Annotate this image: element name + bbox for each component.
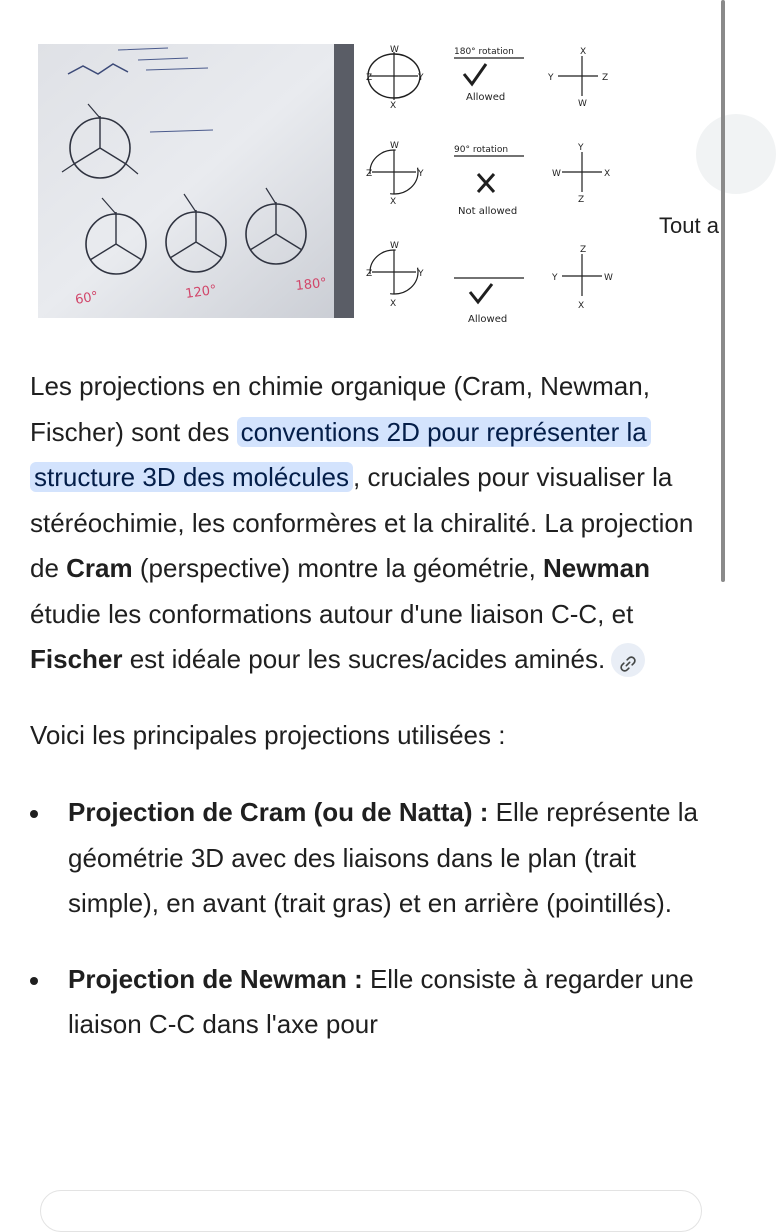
- svg-text:Z: Z: [366, 269, 373, 279]
- svg-text:Y: Y: [418, 73, 424, 83]
- angle-label-120: 120°: [184, 282, 218, 302]
- bullet-icon: [30, 810, 38, 818]
- svg-text:X: X: [390, 299, 397, 309]
- fischer-rules-diagram: [358, 44, 616, 325]
- bullet-text-cram: Elle représente la géométrie 3D avec des liaisons dans le plan (trait simple), en avant (trait gras) et en arrière (pointillés).: [68, 797, 698, 918]
- svg-text:W: W: [578, 99, 587, 109]
- cram-description: (perspective) montre la géométrie,: [132, 553, 544, 583]
- svg-text:W: W: [390, 141, 399, 151]
- svg-text:W: W: [390, 241, 399, 251]
- svg-text:Z: Z: [580, 245, 587, 255]
- svg-text:Y: Y: [548, 73, 554, 83]
- scrollbar[interactable]: [721, 0, 725, 582]
- bullet-text-newman: Elle consiste à regarder une liaison C-C dans l'axe pour: [68, 963, 694, 1039]
- projection-list: [30, 790, 706, 1048]
- link-icon: [618, 654, 638, 674]
- rotation-label-180: 180° rotation: [454, 47, 514, 57]
- svg-text:X: X: [578, 301, 585, 311]
- verdict-allowed-1: Allowed: [466, 92, 506, 103]
- highlighted-definition[interactable]: conventions 2D pour représenter la structure 3D des molécules: [30, 417, 651, 493]
- intro-continuation: , cruciales pour visualiser la stéréochimie, les conformères et la chiralité. La projection de: [30, 462, 694, 583]
- fischer-description: est idéale pour les sucres/acides aminés.: [122, 644, 606, 674]
- bullet-title-cram: Projection de Cram (ou de Natta) :: [68, 797, 489, 827]
- svg-text:Y: Y: [418, 269, 424, 279]
- svg-text:Z: Z: [602, 73, 609, 83]
- ai-answer: [30, 364, 706, 1078]
- fischer-rotation-image[interactable]: [358, 44, 616, 325]
- term-fischer: Fischer: [30, 644, 123, 674]
- source-link-button[interactable]: [611, 643, 645, 677]
- verdict-allowed-2: Allowed: [468, 314, 508, 325]
- more-images-label[interactable]: Tout a: [659, 213, 719, 238]
- newman-whiteboard-image[interactable]: [38, 44, 354, 318]
- term-newman: Newman: [543, 553, 650, 583]
- image-carousel: [0, 0, 732, 340]
- next-card-edge: [40, 1190, 702, 1232]
- bullet-icon: [30, 977, 38, 985]
- svg-text:Z: Z: [366, 169, 373, 179]
- svg-text:Y: Y: [552, 273, 558, 283]
- svg-text:X: X: [390, 197, 397, 207]
- svg-text:X: X: [580, 47, 587, 57]
- svg-text:W: W: [552, 169, 561, 179]
- svg-text:Y: Y: [418, 169, 424, 179]
- svg-text:Z: Z: [366, 73, 373, 83]
- more-images-button[interactable]: [696, 114, 776, 194]
- svg-text:X: X: [604, 169, 611, 179]
- svg-text:W: W: [604, 273, 613, 283]
- svg-text:X: X: [390, 101, 397, 111]
- svg-text:W: W: [390, 45, 399, 55]
- svg-text:Z: Z: [578, 195, 585, 205]
- bullet-title-newman: Projection de Newman :: [68, 963, 363, 994]
- verdict-not-allowed: Not allowed: [458, 206, 518, 217]
- whiteboard-drawing: [38, 44, 354, 318]
- intro-text: Les projections en chimie organique (Cram, Newman, Fischer) sont des: [30, 371, 650, 447]
- angle-label-180: 180°: [294, 275, 328, 294]
- newman-description: étudie les conformations autour d'une liaison C-C, et: [30, 598, 634, 629]
- rotation-label-90: 90° rotation: [454, 145, 509, 155]
- svg-text:Y: Y: [578, 143, 584, 153]
- angle-label-60: 60°: [74, 289, 100, 308]
- answer-intro-paragraph: [30, 364, 706, 683]
- list-item: [30, 957, 706, 1048]
- list-intro: Voici les principales projections utilisées :: [30, 719, 506, 750]
- term-cram: Cram: [66, 553, 133, 583]
- list-item: [30, 790, 706, 927]
